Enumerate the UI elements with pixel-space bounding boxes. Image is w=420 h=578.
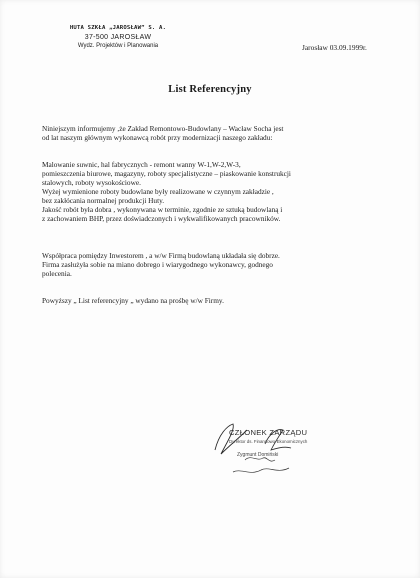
letterhead-department: Wydz. Projektów i Planowania (77, 43, 159, 49)
text-line: od lat naszym głównym wykonawcą robót przy modernizacji naszego zakładu: (42, 133, 273, 142)
paragraph-works (42, 160, 376, 223)
text-line: Powyższy „ List referencyjny „ wydano na prośbę w/w Firmy. (42, 296, 224, 305)
text-line: Wyżej wymienione roboty budowlane były realizowane w czynnym zakładzie , (42, 187, 274, 196)
place-and-date: Jarosław 03.09.1999r. (302, 43, 367, 52)
letterhead-company: HUTA SZKŁA „JAROSŁAW” S. A. (69, 25, 167, 31)
text-line: Firma zasłużyła sobie na miano dobrego i wiarygodnego wykonawcy, godnego (42, 260, 273, 269)
paragraph-closing (42, 296, 376, 305)
text-line: stalowych, roboty wysokościowe. (42, 178, 141, 187)
stamp-title: CZŁONEK ZARZĄDU (229, 428, 308, 437)
paragraph-intro (42, 124, 376, 142)
text-line: bez zakłócania normalnej produkcji Huty. (42, 196, 165, 205)
text-line: z zachowaniem BHP, przez doświadczonych i wykwalifikowanych pracowników. (42, 214, 281, 223)
text-line: polecenia. (42, 269, 72, 278)
letterhead-city: 37-500 JAROSŁAW (84, 34, 152, 41)
text-line: pomieszczenia biurowe, magazyny, roboty specjalistyczne – piaskowanie konstrukcji (42, 169, 291, 178)
signature-stamp (205, 420, 325, 490)
stamp-subtitle: Dyrektor ds. Finansowo-Ekonomicznych (229, 439, 308, 444)
letterhead (58, 24, 178, 51)
text-line: Współpraca pomiędzy Inwestorem , a w/w Firmą budowlaną układała się dobrze. (42, 251, 280, 260)
text-line: Malowanie suwnic, hal fabrycznych - remont wanny W-1,W-2,W-3, (42, 160, 241, 169)
text-line: Niniejszym informujemy ,że Zakład Remontowo-Budowlany – Wacław Socha jest (42, 124, 284, 133)
document-title: List Referencyjny (168, 84, 252, 95)
stamp-name: Zygmunt Domiński (237, 452, 279, 458)
paragraph-cooperation (42, 251, 376, 278)
text-line: Jakość robót była dobra , wykonywana w terminie, zgodnie ze sztuką budowlaną i (42, 205, 283, 214)
